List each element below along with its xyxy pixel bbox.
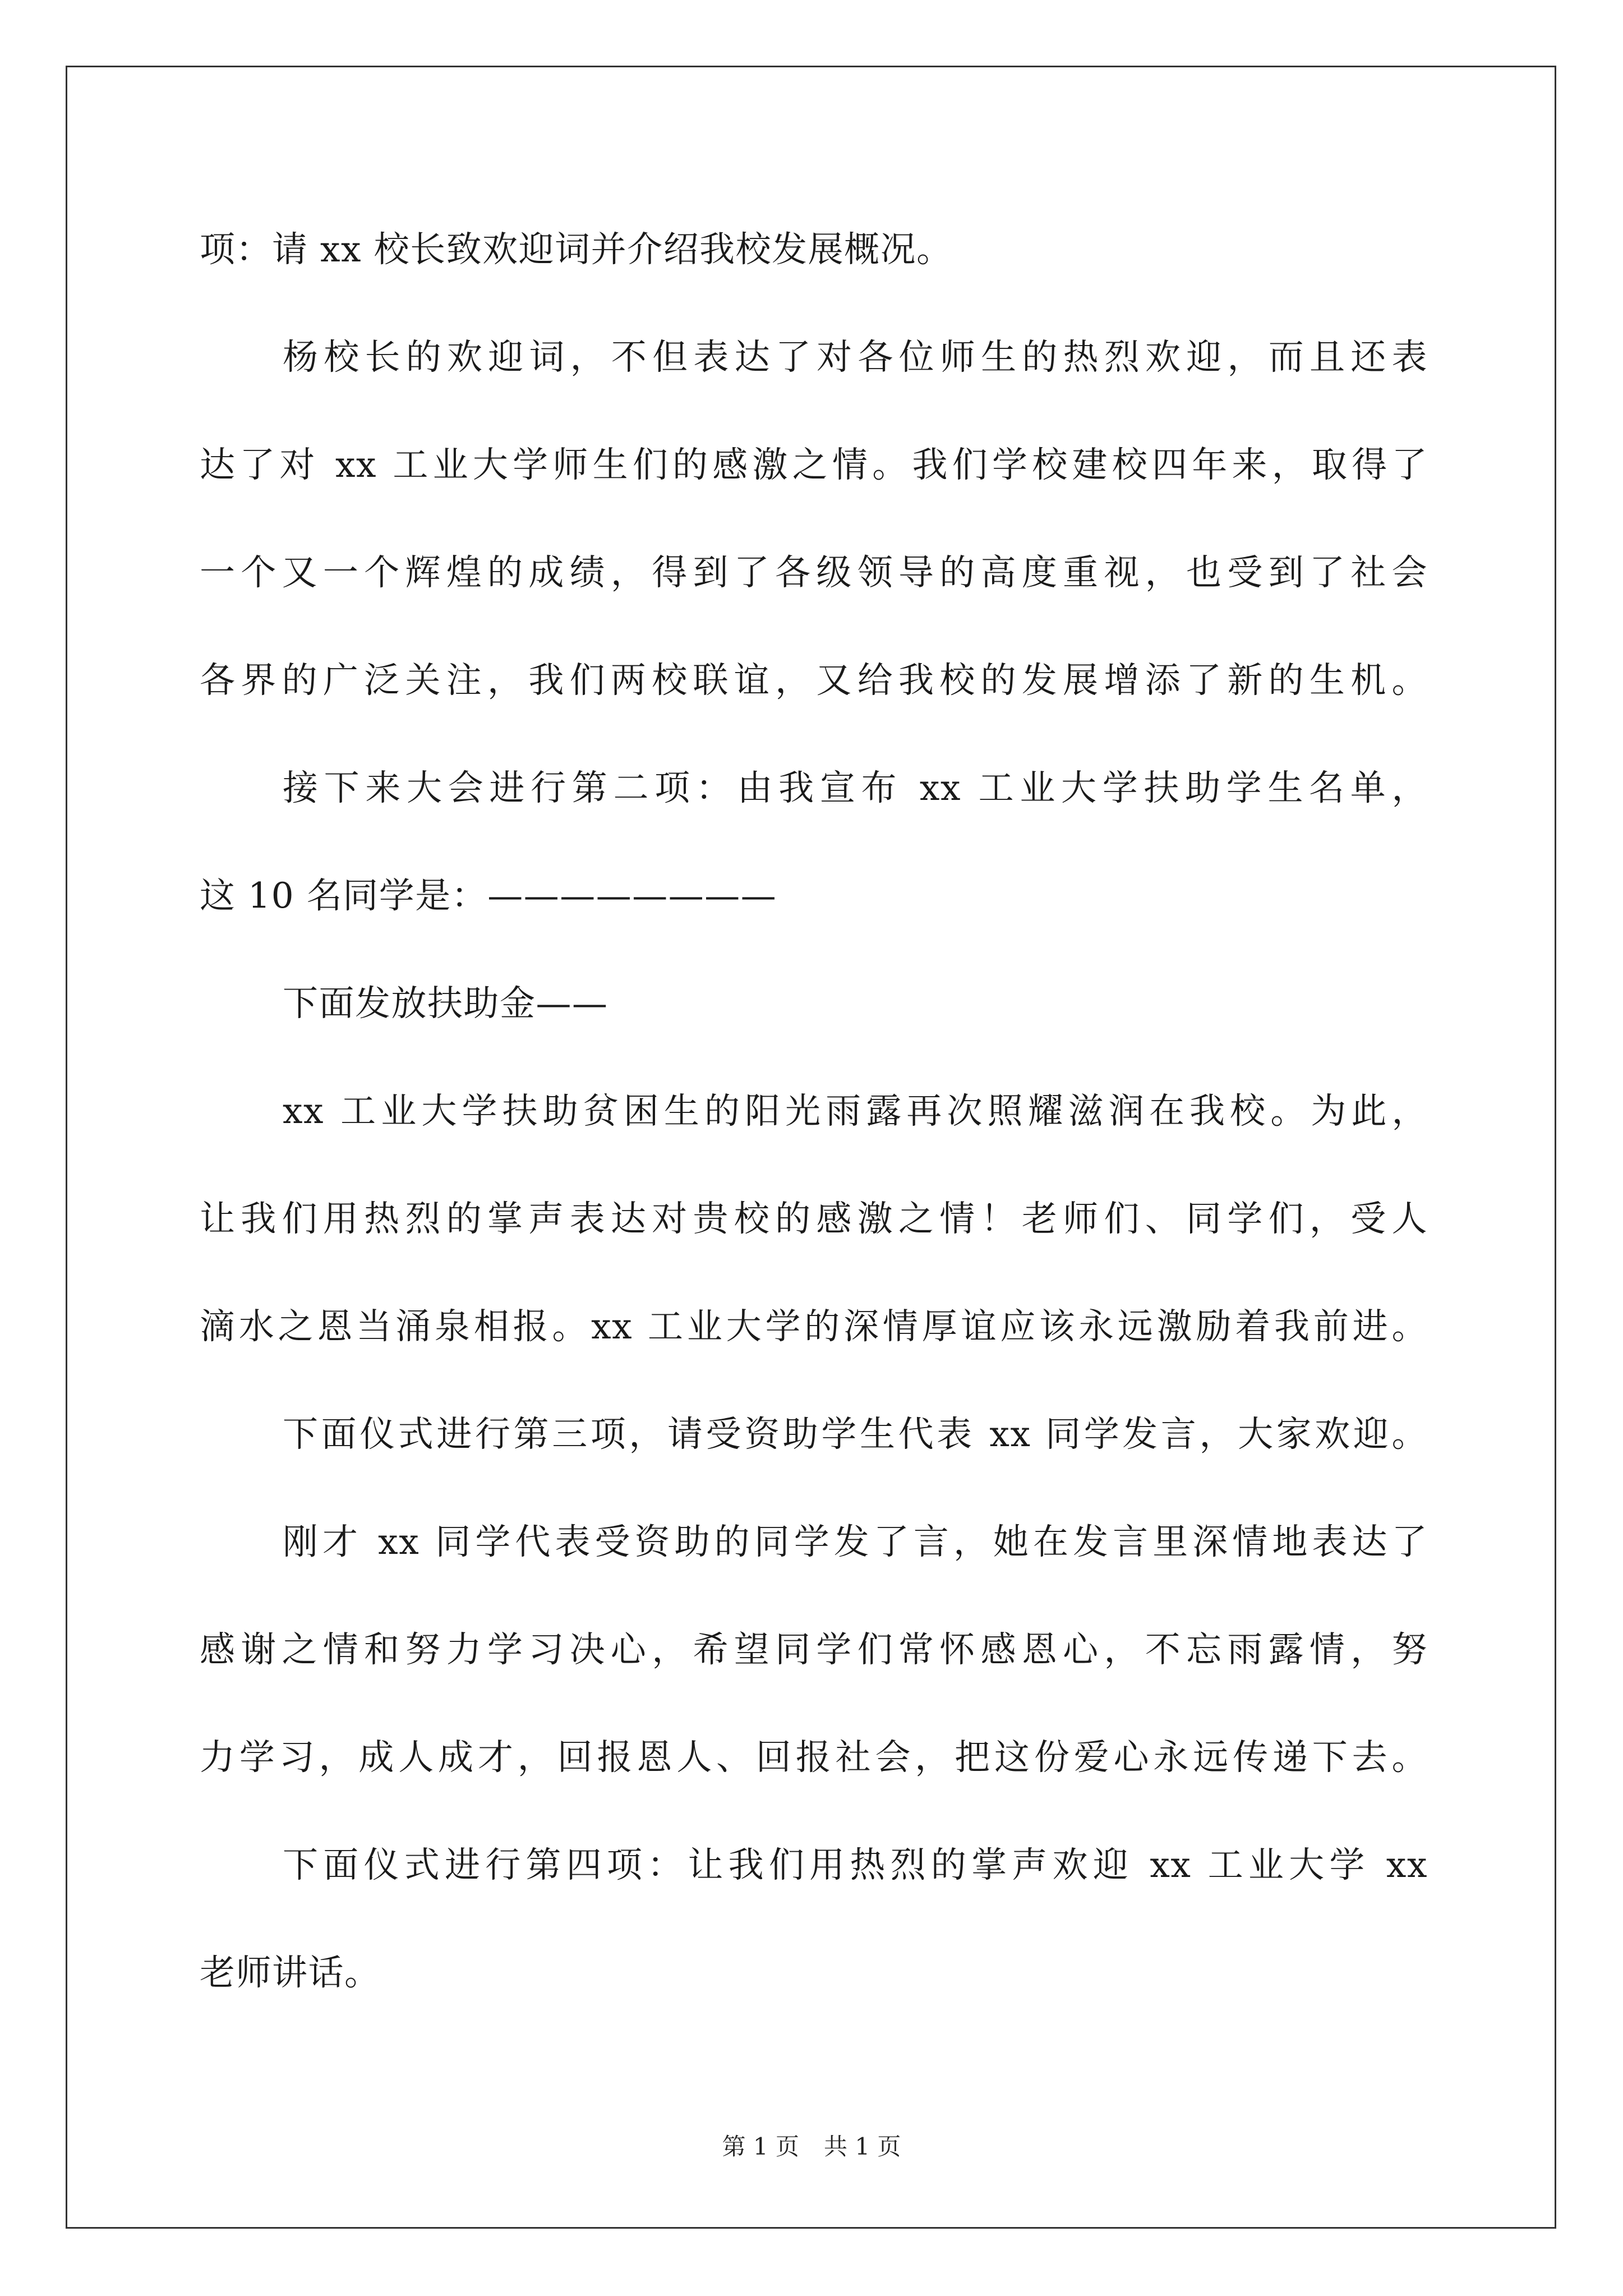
text-line: 达了对 xx 工业大学师生们的感激之情。我们学校建校四年来，取得了 [200,444,1428,485]
page-number-current: 第 1 页 [722,2133,799,2160]
text-line: 接下来大会进行第二项：由我宣布 xx 工业大学扶助学生名单， [283,767,1428,808]
page-number-total: 共 1 页 [824,2133,901,2160]
text-line: 感谢之情和努力学习决心，希望同学们常怀感恩心，不忘雨露情，努 [200,1629,1428,1670]
page-footer [0,2130,1623,2164]
text-line: 刚才 xx 同学代表受资助的同学发了言，她在发言里深情地表达了 [283,1521,1428,1562]
text-line: 一个又一个辉煌的成绩，得到了各级领导的高度重视，也受到了社会 [200,552,1428,593]
text-line: 老师讲话。 [200,1952,381,1993]
text-line: 项：请 xx 校长致欢迎词并介绍我校发展概况。 [200,229,953,270]
text-line: 这 10 名同学是：———————— [200,875,777,916]
text-line: 杨校长的欢迎词，不但表达了对各位师生的热烈欢迎，而且还表 [283,337,1428,378]
text-line: 滴水之恩当涌泉相报。xx 工业大学的深情厚谊应该永远激励着我前进。 [200,1306,1428,1347]
text-line: 下面仪式进行第三项，请受资助学生代表 xx 同学发言，大家欢迎。 [283,1414,1428,1455]
text-line: 各界的广泛关注，我们两校联谊，又给我校的发展增添了新的生机。 [200,660,1428,701]
text-line: 让我们用热烈的掌声表达对贵校的感激之情！老师们、同学们，受人 [200,1198,1428,1239]
text-line: 下面仪式进行第四项：让我们用热烈的掌声欢迎 xx 工业大学 xx [283,1844,1428,1885]
text-line: xx 工业大学扶助贫困生的阳光雨露再次照耀滋润在我校。为此， [283,1091,1428,1131]
text-line: 下面发放扶助金—— [283,983,608,1024]
document-body [200,216,1428,2047]
text-line: 力学习，成人成才，回报恩人、回报社会，把这份爱心永远传递下去。 [200,1737,1428,1778]
